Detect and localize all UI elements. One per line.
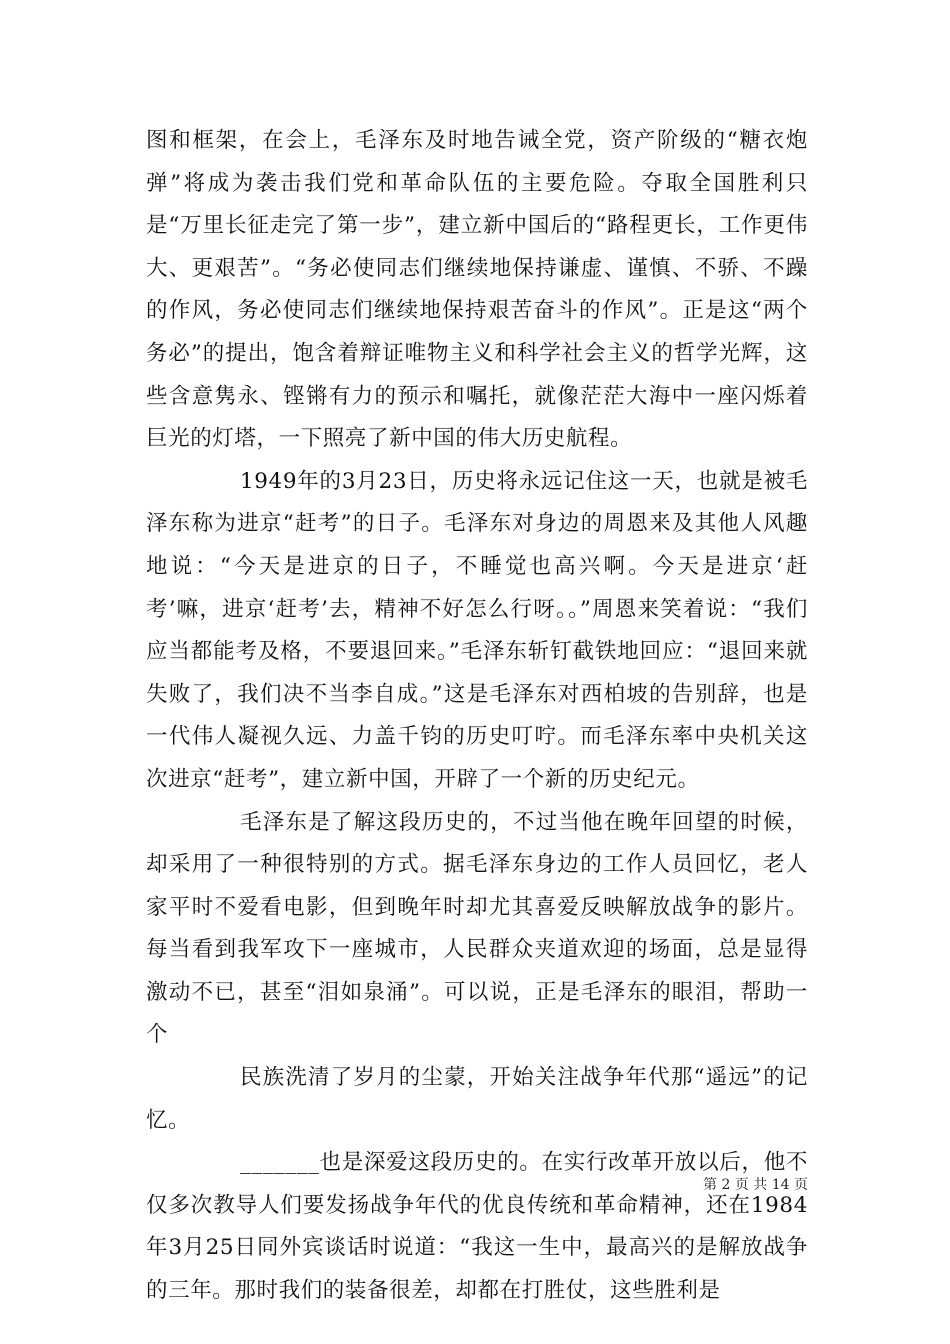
paragraph-4: 民族洗清了岁月的尘蒙，开始关注战争年代那“遥远”的记忆。 xyxy=(146,1065,808,1133)
paragraph-5: _______也是深爱这段历史的。在实行改革开放以后，他不仅多次教导人们要发扬战争年代的优良传统和革命精神，还在1984年3月25日同外宾谈话时说道：“我这一生中，最高兴的是解放战争的三年。那时我们的装备很差，却都在打胜仗，这些胜利是 xyxy=(146,1150,808,1304)
paragraph-2: 1949年的3月23日，历史将永远记住这一天，也就是被毛泽东称为进京“赶考”的日子。毛泽东对身边的周恩来及其他人风趣地说：“今天是进京的日子，不睡觉也高兴啊。今天是进京‘赶考’嘛，进京‘赶考’去，精神不好怎么行呀。。”周恩来笑着说：“我们应当都能考及格，不要退回来。”毛泽东斩钉截铁地回应：“退回来就失败了，我们决不当李自成。”这是毛泽东对西柏坡的告别辞，也是一代伟人凝视久远、力盖千钧的历史叮咛。而毛泽东率中央机关这次进京“赶考”，建立新中国，开辟了一个新的历史纪元。 xyxy=(146,468,808,792)
paragraph-3: 毛泽东是了解这段历史的，不过当他在晚年回望的时候，却采用了一种很特别的方式。据毛泽东身边的工作人员回忆，老人家平时不爱看电影，但到晚年时却尤其喜爱反映解放战争的影片。每当看到我军攻下一座城市，人民群众夹道欢迎的场面，总是显得激动不已，甚至“泪如泉涌”。可以说，正是毛泽东的眼泪，帮助一个 xyxy=(146,809,808,1048)
paragraph-1: 图和框架，在会上，毛泽东及时地告诫全党，资产阶级的“糖衣炮弹”将成为袭击我们党和革命队伍的主要危险。夺取全国胜利只是“万里长征走完了第一步”，建立新中国后的“路程更长，工作更伟大、更艰苦”。“务必使同志们继续地保持谦虚、谨慎、不骄、不躁的作风，务必使同志们继续地保持艰苦奋斗的作风”。正是这“两个务必”的提出，饱含着辩证唯物主义和科学社会主义的哲学光辉，这些含意隽永、铿锵有力的预示和嘱托，就像茫茫大海中一座闪烁着巨光的灯塔，一下照亮了新中国的伟大历史航程。 xyxy=(146,128,808,452)
page-number-footer: 第 2 页 共 14 页 xyxy=(703,1177,808,1193)
document-body xyxy=(146,120,808,1313)
